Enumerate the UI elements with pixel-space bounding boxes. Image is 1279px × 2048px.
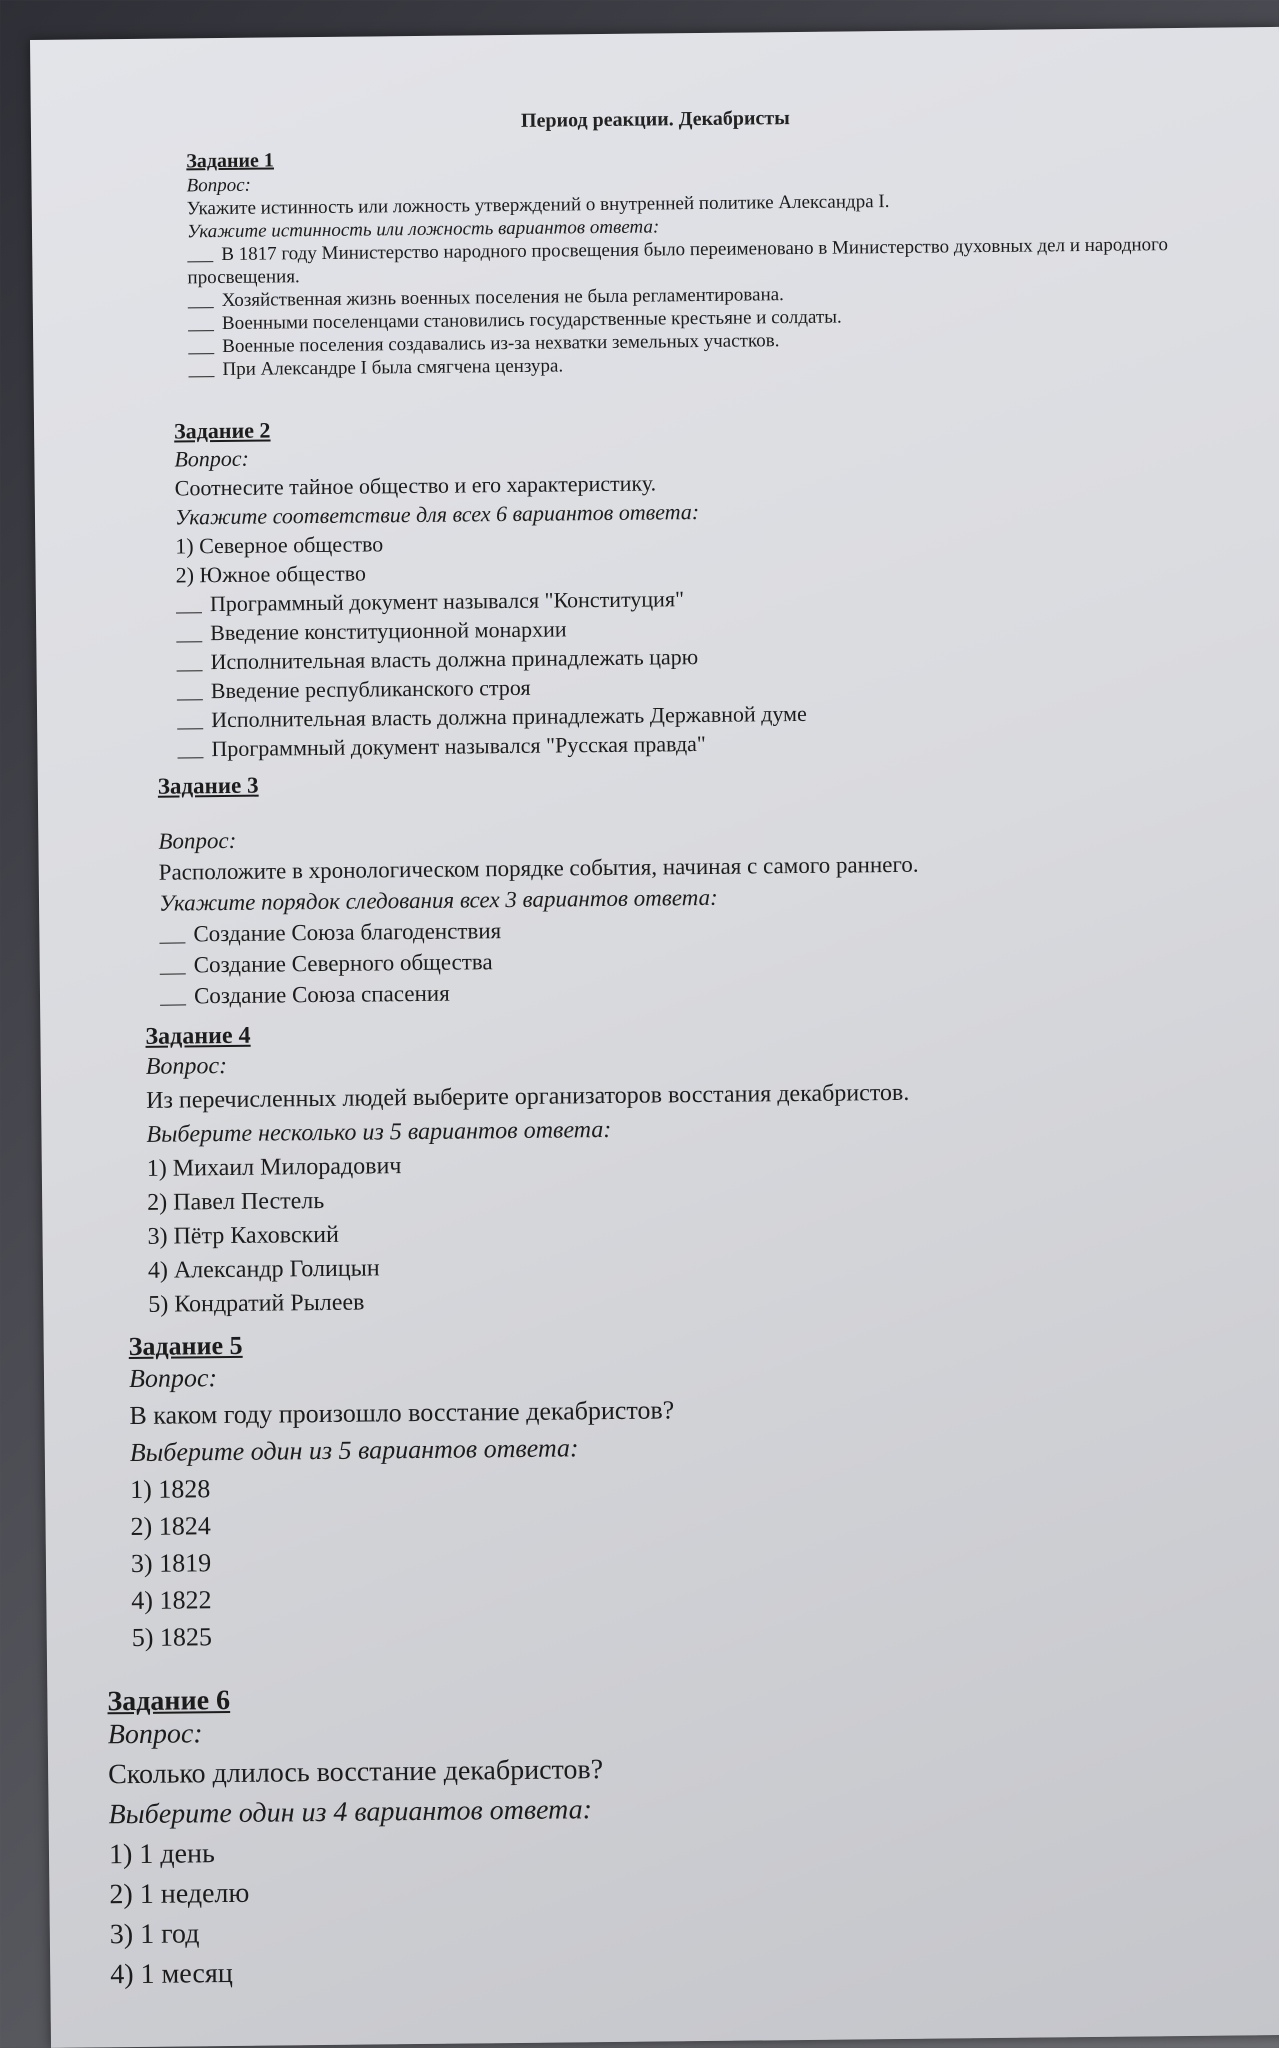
answer-option[interactable]: 5) Кондратий Рылеев <box>148 1289 365 1318</box>
question-text: Укажите истинность или ложность утверждений о внутренней политике Александра I. <box>186 191 890 220</box>
answer-blank[interactable] <box>187 261 213 262</box>
answer-instruction: Выберите несколько из 5 вариантов ответа: <box>146 1116 612 1148</box>
question-label: Вопрос: <box>158 827 237 854</box>
page-title: Период реакции. Декабристы <box>520 107 790 132</box>
answer-blank[interactable] <box>188 353 214 354</box>
question-label: Вопрос: <box>107 1718 203 1751</box>
answer-option[interactable]: 1) 1828 <box>130 1474 211 1505</box>
answer-option[interactable]: 5) 1825 <box>131 1622 213 1653</box>
answer-text: Создание Северного общества <box>193 949 493 978</box>
task-4 <box>145 1013 1208 1322</box>
answer-option[interactable]: 2) 1 неделю <box>109 1877 250 1911</box>
task-heading: Задание 3 <box>157 772 259 799</box>
answer-option[interactable]: 3) 1819 <box>130 1548 212 1579</box>
answer-text: Программный документ назывался "Конституция" <box>209 586 685 617</box>
answer-instruction: Выберите один из 5 вариантов ответа: <box>129 1433 579 1468</box>
answer-text: Введение конституционной монархии <box>210 616 567 646</box>
answer-blank[interactable] <box>177 670 203 671</box>
question-label: Вопрос: <box>174 445 250 472</box>
question-text: Из перечисленных людей выберите организаторов восстания декабристов. <box>145 1079 910 1114</box>
task-heading: Задание 1 <box>186 149 274 173</box>
answer-blank[interactable] <box>178 757 204 758</box>
answer-blank[interactable] <box>159 942 185 943</box>
task-heading: Задание 6 <box>107 1684 231 1718</box>
answer-text: Исполнительная власть должна принадлежать царю <box>210 644 699 675</box>
answer-option[interactable]: 4) Александр Голицын <box>147 1255 380 1284</box>
question-text: В каком году произошло восстание декабристов? <box>129 1395 675 1431</box>
answer-text: Хозяйственная жизнь военных поселения не была регламентирована. <box>221 284 784 312</box>
answer-blank[interactable] <box>160 973 186 974</box>
task-heading: Задание 5 <box>128 1330 243 1362</box>
task-heading: Задание 4 <box>145 1022 251 1050</box>
match-option: 1) Северное общество <box>175 531 384 559</box>
answer-text: Исполнительная власть должна принадлежать Державной думе <box>210 700 807 733</box>
task-6 <box>107 1678 1170 1995</box>
question-text: Соотнесите тайное общество и его характеристику. <box>174 470 657 501</box>
task-5 <box>129 1323 1192 1656</box>
answer-option[interactable]: 3) 1 год <box>109 1918 200 1951</box>
match-option: 2) Южное общество <box>175 560 367 588</box>
answer-blank[interactable] <box>176 641 202 642</box>
answer-option[interactable]: 1) 1 день <box>108 1838 215 1871</box>
answer-text: В 1817 году Министерство народного просвещения было переименовано в Министерство духовных дел и народного просвещения. <box>187 234 1169 289</box>
question-label: Вопрос: <box>145 1052 228 1080</box>
answer-blank[interactable] <box>177 728 203 729</box>
answer-text: При Александре I была смягчена цензура. <box>222 355 564 381</box>
question-text: Расположите в хронологическом порядке события, начиная с самого раннего. <box>158 851 919 885</box>
answer-text: Создание Союза благоденствия <box>193 918 502 947</box>
answer-option[interactable]: 2) Павел Пестель <box>147 1187 325 1216</box>
answer-text: Военные поселения создавались из-за нехватки земельных участков. <box>222 330 780 358</box>
answer-option[interactable]: 2) 1824 <box>130 1511 211 1542</box>
answer-option[interactable]: 4) 1822 <box>131 1585 212 1616</box>
worksheet-page <box>30 27 1279 2048</box>
answer-instruction: Выберите один из 4 вариантов ответа: <box>108 1794 593 1831</box>
answer-blank[interactable] <box>176 612 202 613</box>
answer-blank[interactable] <box>188 330 214 331</box>
answer-option[interactable]: 4) 1 месяц <box>110 1957 233 1991</box>
task-2 <box>174 407 1238 763</box>
answer-instruction: Укажите порядок следования всех 3 вариантов ответа: <box>158 884 718 916</box>
answer-option[interactable]: 3) Пётр Каховский <box>147 1221 340 1250</box>
answer-text: Программный документ назывался "Русская правда" <box>211 730 706 762</box>
question-label: Вопрос: <box>128 1363 218 1394</box>
answer-blank[interactable] <box>189 376 215 377</box>
answer-blank[interactable] <box>177 699 203 700</box>
answer-blank[interactable] <box>188 307 214 308</box>
answer-text: Военными поселенцами становились государственные крестьяне и солдаты. <box>221 306 842 335</box>
answer-instruction: Укажите истинность или ложность вариантов ответа: <box>186 216 660 243</box>
task-heading: Задание 2 <box>173 417 271 444</box>
answer-text: Введение республиканского строя <box>210 674 531 704</box>
task-1 <box>186 137 1248 381</box>
answer-blank[interactable] <box>160 1004 186 1005</box>
task-3 <box>158 763 1220 1012</box>
answer-option[interactable]: 1) Михаил Милорадович <box>146 1153 402 1182</box>
question-text: Сколько длилось восстание декабристов? <box>108 1754 604 1791</box>
question-label: Вопрос: <box>186 174 252 197</box>
answer-instruction: Укажите соответствие для всех 6 вариантов ответа: <box>174 499 700 530</box>
answer-text: Создание Союза спасения <box>193 980 450 1009</box>
